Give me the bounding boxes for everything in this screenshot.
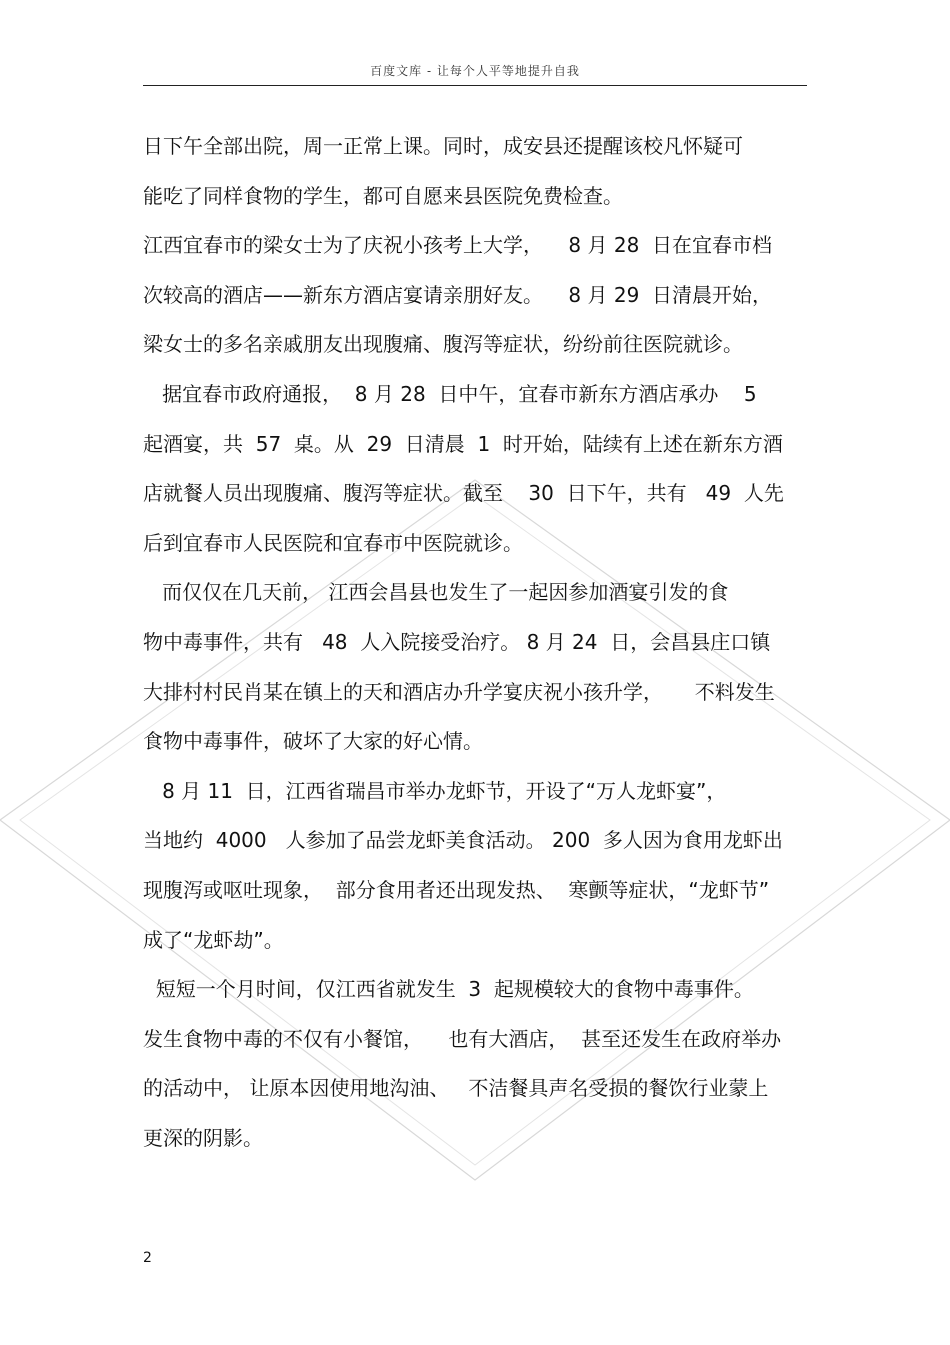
text-line: 的活动中， 让原本因使用地沟油、 不洁餐具声名受损的餐饮行业蒙上: [143, 1076, 769, 1101]
text-line: 店就餐人员出现腹痛、腹泻等症状。截至 30 日下午，共有 49 人先: [143, 481, 784, 506]
text-line: 短短一个月时间，仅江西省就发生 3 起规模较大的食物中毒事件。: [143, 977, 754, 1002]
page-header: 百度文库 - 让每个人平等地提升自我: [370, 64, 580, 78]
text-line: 当地约 4000 人参加了品尝龙虾美食活动。 200 多人因为食用龙虾出: [143, 828, 783, 853]
text-line: 次较高的酒店——新东方酒店宴请亲朋好友。 8 月 29 日清晨开始，: [143, 282, 773, 307]
text-line: 成了“龙虾劫”。: [143, 927, 284, 952]
text-line: 后到宜春市人民医院和宜春市中医院就诊。: [143, 530, 523, 555]
page-number: 2: [143, 1250, 152, 1266]
article-body: [143, 122, 803, 1163]
text-line: 据宜春市政府通报， 8 月 28 日中午，宜春市新东方酒店承办 5: [143, 381, 757, 406]
text-line: 起酒宴，共 57 桌。从 29 日清晨 1 时开始，陆续有上述在新东方酒: [143, 431, 783, 456]
text-line: 8 月 11 日，江西省瑞昌市举办龙虾节，开设了“万人龙虾宴”，: [143, 778, 727, 803]
text-line: 能吃了同样食物的学生，都可自愿来县医院免费检查。: [143, 183, 623, 208]
text-line: 大排村村民肖某在镇上的天和酒店办升学宴庆祝小孩升学， 不料发生: [143, 679, 775, 704]
text-line: 食物中毒事件，破坏了大家的好心情。: [143, 729, 483, 754]
text-line: 江西宜春市的梁女士为了庆祝小孩考上大学， 8 月 28 日在宜春市档: [143, 233, 773, 258]
header-divider: [143, 85, 807, 86]
text-line: 而仅仅在几天前， 江西会昌县也发生了一起因参加酒宴引发的食: [143, 580, 729, 605]
text-line: 现腹泻或呕吐现象， 部分食用者还出现发热、 寒颤等症状，“龙虾节”: [143, 877, 770, 902]
text-line: 日下午全部出院，周一正常上课。同时，成安县还提醒该校凡怀疑可: [143, 134, 743, 158]
text-line: 梁女士的多名亲戚朋友出现腹痛、腹泻等症状，纷纷前往医院就诊。: [143, 332, 743, 357]
text-line: 发生食物中毒的不仅有小餐馆， 也有大酒店， 甚至还发生在政府举办: [143, 1026, 782, 1051]
text-line: 物中毒事件，共有 48 人入院接受治疗。 8 月 24 日，会昌县庄口镇: [143, 629, 771, 654]
text-line: 更深的阴影。: [143, 1125, 263, 1150]
